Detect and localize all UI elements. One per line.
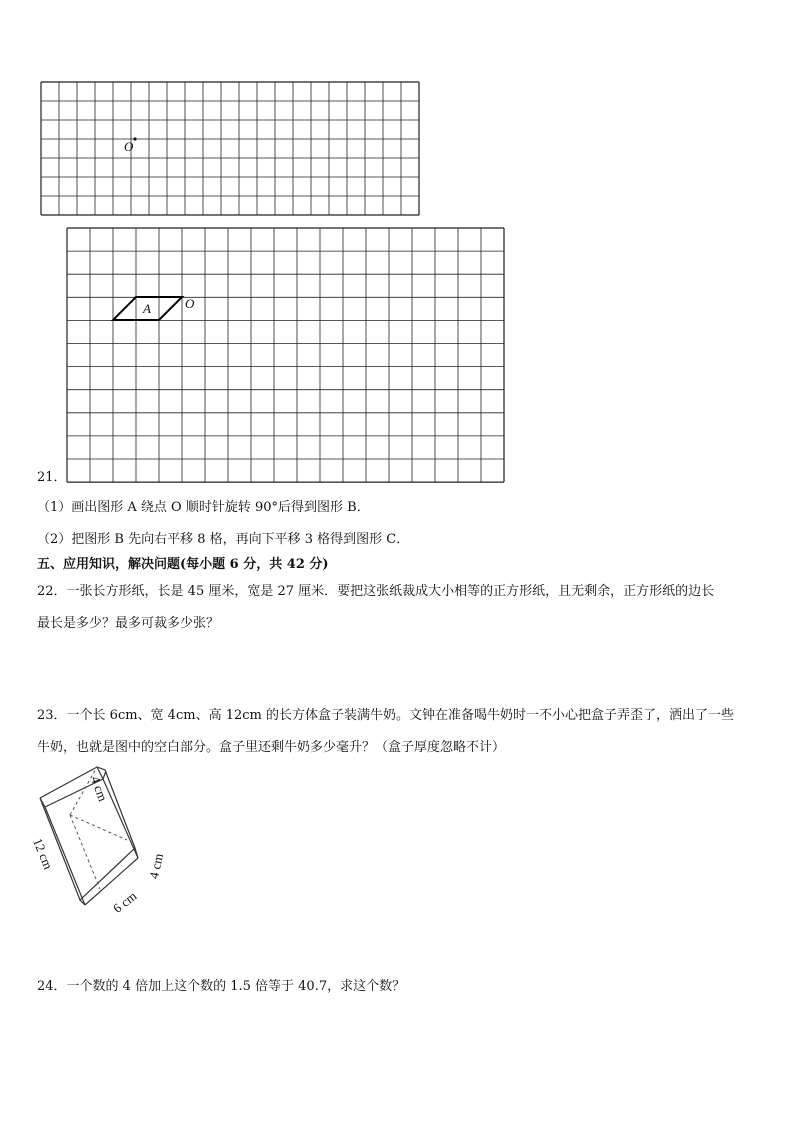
q21-part2: （2）把图形 B 先向右平移 8 格，再向下平移 3 格得到图形 C．: [37, 532, 410, 547]
q24-line1: 24．一个数的 4 倍加上这个数的 1.5 倍等于 40.7，求这个数？: [37, 979, 406, 994]
grid-1-point-label: O: [124, 139, 134, 154]
q23-line2: 牛奶，也就是图中的空白部分。盒子里还剩牛奶多少毫升？（盒子厚度忽略不计）: [37, 740, 506, 755]
shape-a-label: A: [143, 301, 151, 316]
grid-2-point-label: O: [185, 296, 195, 311]
box-label-right: 4 cm: [146, 851, 167, 881]
q22-line2: 最长是多少？最多可裁多少张？: [37, 616, 220, 631]
q23-line1: 23．一个长 6cm、宽 4cm、高 12cm 的长方体盒子装满牛奶。文钟在准备喝牛奶时一不小心把盒子弄歪了，洒出了一些: [37, 708, 734, 723]
q22-line1: 22．一张长方形纸，长是 45 厘米，宽是 27 厘米．要把这张纸裁成大小相等的正方形纸，且无剩余，正方形纸的边长: [37, 584, 715, 599]
box-label-left: 12 cm: [30, 836, 57, 872]
section-5-heading: 五、应用知识，解决问题(每小题 6 分，共 42 分): [37, 557, 329, 572]
q21-number: 21．: [37, 470, 67, 485]
q21-part1: （1）画出图形 A 绕点 O 顺时针旋转 90°后得到图形 B．: [37, 500, 370, 515]
box-label-top: 4 cm: [87, 774, 111, 804]
box-label-bottom: 6 cm: [110, 888, 140, 916]
box-hidden-edge: [70, 815, 127, 840]
